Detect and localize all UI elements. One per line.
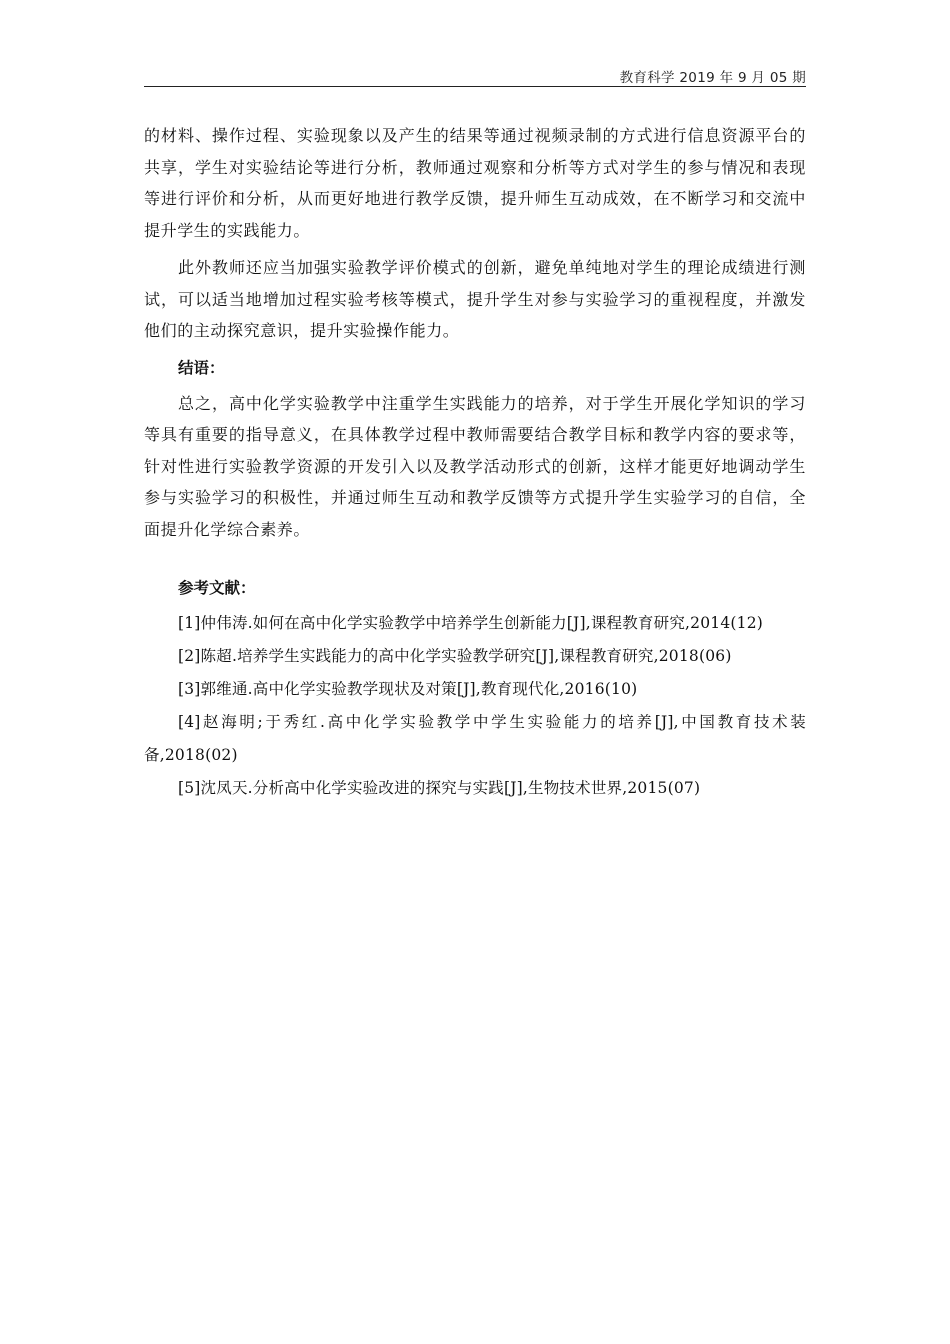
conclusion-paragraph: 总之，高中化学实验教学中注重学生实践能力的培养，对于学生开展化学知识的学习等具有重要的指导意义，在具体教学过程中教师需要结合教学目标和教学内容的要求等，针对性进行实验教学资源的开发引入以及教学活动形式的创新，这样才能更好地调动学生参与实验学习的积极性，并通过师生互动和教学反馈等方式提升学生实验学习的自信，全面提升化学综合素养。 [144, 393, 806, 539]
reference-item-1: [1]仲伟涛.如何在高中化学实验教学中培养学生创新能力[J],课程教育研究,2014(12) [178, 614, 764, 632]
reference-item-2: [2]陈超.培养学生实践能力的高中化学实验教学研究[J],课程教育研究,2018(06) [178, 647, 732, 665]
article-body [144, 120, 806, 805]
conclusion-heading: 结语： [178, 358, 225, 377]
reference-item-3: [3]郭维通.高中化学实验教学现状及对策[J],教育现代化,2016(10) [178, 680, 638, 698]
body-paragraph-2: 此外教师还应当加强实验教学评价模式的创新，避免单纯地对学生的理论成绩进行测试，可以适当地增加过程实验考核等模式，提升学生对参与实验学习的重视程度，并激发他们的主动探究意识，提升实验操作能力。 [144, 258, 806, 340]
body-paragraph-1: 的材料、操作过程、实验现象以及产生的结果等通过视频录制的方式进行信息资源平台的共享，学生对实验结论等进行分析，教师通过观察和分析等方式对学生的参与情况和表现等进行评价和分析，从而更好地进行教学反馈，提升师生互动成效，在不断学习和交流中提升学生的实践能力。 [144, 126, 806, 240]
page-header [144, 64, 806, 87]
journal-issue-label: 教育科学 2019 年 9 月 05 期 [619, 70, 806, 86]
reference-item-4: [4]赵海明;于秀红.高中化学实验教学中学生实验能力的培养[J],中国教育技术装备,2018(02) [144, 713, 806, 764]
references-list [144, 607, 806, 805]
references-heading: 参考文献： [178, 579, 256, 597]
reference-item-5: [5]沈凤天.分析高中化学实验改进的探究与实践[J],生物技术世界,2015(07) [178, 779, 701, 797]
